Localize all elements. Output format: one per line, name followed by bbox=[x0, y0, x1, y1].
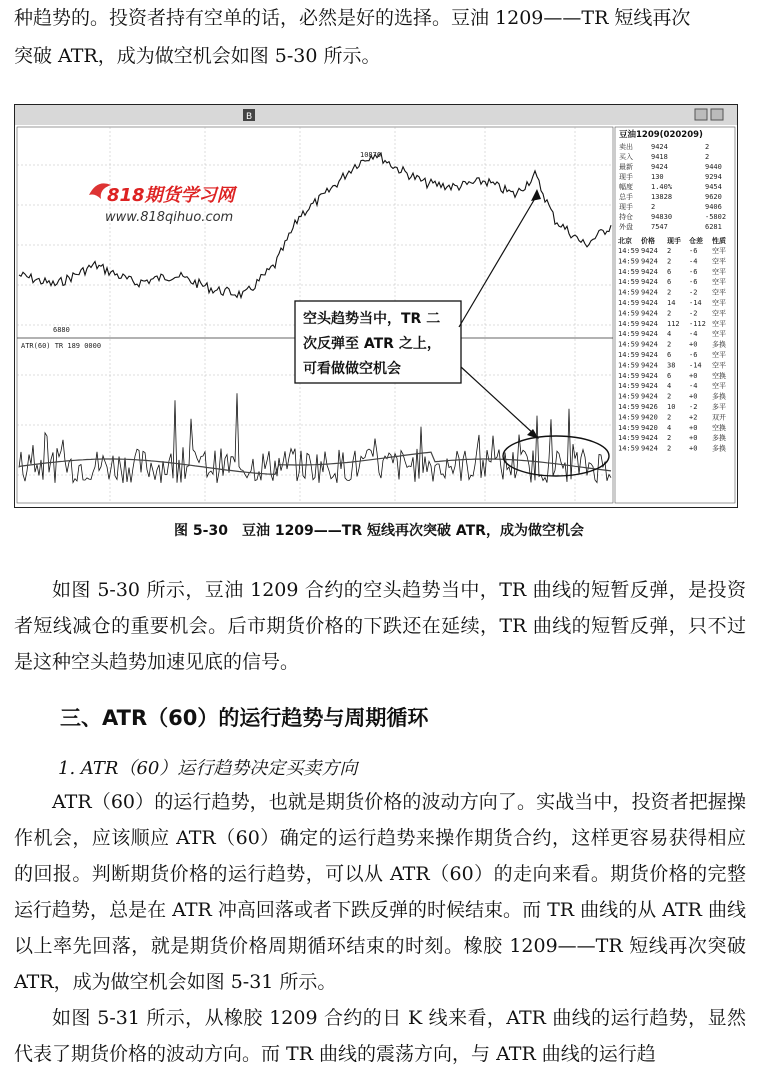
tick-row-cell: 14:59 bbox=[618, 371, 640, 380]
quote-row-cell: 9424 bbox=[651, 163, 668, 171]
tick-row-cell: -14 bbox=[689, 361, 702, 370]
tick-row-cell: -4 bbox=[689, 257, 698, 266]
tick-row-cell: 空平 bbox=[712, 319, 726, 328]
tick-row-cell: 空平 bbox=[712, 351, 726, 359]
main-peak-label: 10876 bbox=[360, 151, 382, 159]
quote-row-cell: 现手 bbox=[619, 173, 633, 181]
tick-row-cell: -2 bbox=[689, 403, 698, 411]
chart-figure bbox=[14, 104, 738, 508]
main-low-label: 6880 bbox=[53, 326, 70, 334]
tick-row-cell: -6 bbox=[689, 267, 698, 276]
top-text-line-2: 突破 ATR，成为做空机会如图 5-30 所示。 bbox=[14, 45, 381, 67]
tick-row-cell: -2 bbox=[689, 288, 698, 297]
tick-row-cell: 14:59 bbox=[618, 319, 640, 328]
tick-header-cell: 价格 bbox=[641, 237, 655, 245]
quote-row-cell: 9294 bbox=[705, 173, 722, 181]
tick-row-cell: 38 bbox=[667, 361, 676, 370]
tick-row-cell: 14:59 bbox=[618, 444, 640, 453]
quote-row-cell: 13828 bbox=[651, 193, 673, 201]
tick-row-cell: 14:59 bbox=[618, 361, 640, 370]
tick-row-cell: 空平 bbox=[712, 309, 726, 318]
tick-row-cell: +0 bbox=[689, 371, 698, 380]
tick-row-cell: 双开 bbox=[712, 413, 726, 422]
tick-row-cell: 空平 bbox=[712, 278, 726, 287]
indicator-label: ATR(60) TR 189 0000 bbox=[21, 342, 102, 350]
paragraph-2: ATR（60）的运行趋势，也就是期货价格的波动方向了。实战当中，投资者把握操作机会，应该顺应 ATR（60）确定的运行趋势来操作期货合约，这样更容易获得相应的回报。判断期货价格的运行趋势，可以从 ATR（60）的走向来看。期货价格的完整运行趋势，总是在 ATR 冲高回落或者下跌反弹的时候结束。而 TR 曲线的从 ATR 曲线以上率先回落，就是期货价格周期循环结束的时刻。橡胶 1209——TR 短线再次突破 ATR，成为做空机会如图 5-31 所示。 bbox=[14, 791, 746, 993]
tick-row-cell: 2 bbox=[667, 257, 672, 266]
figure-caption: 图 5-30 豆油 1209——TR 短线再次突破 ATR，成为做空机会 bbox=[174, 523, 584, 539]
tick-row-cell: 14:59 bbox=[618, 309, 640, 318]
quote-row-cell: 总手 bbox=[619, 193, 633, 201]
tick-row-cell: 9424 bbox=[641, 330, 658, 339]
tick-row-cell: -2 bbox=[689, 309, 698, 318]
tick-row-cell: 空换 bbox=[712, 371, 726, 380]
minimize-button[interactable] bbox=[695, 109, 707, 120]
quote-row-cell: 卖出 bbox=[619, 143, 633, 151]
watermark-brand: 818期货学习网 bbox=[107, 185, 235, 206]
tick-row-cell: 9424 bbox=[641, 351, 658, 359]
tick-row-cell: 14 bbox=[667, 299, 676, 307]
quote-row-cell: 外盘 bbox=[619, 223, 633, 231]
quote-row-cell: 9440 bbox=[705, 163, 722, 171]
tick-row-cell: +0 bbox=[689, 434, 698, 443]
tick-row-cell: 9424 bbox=[641, 319, 658, 328]
tick-row-cell: 14:59 bbox=[618, 278, 640, 287]
watermark bbox=[89, 183, 238, 225]
tick-row-cell: +0 bbox=[689, 423, 698, 432]
quote-row-cell: 130 bbox=[651, 173, 664, 181]
tick-row-cell: 多换 bbox=[712, 444, 726, 453]
tick-row-cell: 9424 bbox=[641, 267, 658, 276]
annotation-line-1: 空头趋势当中，TR 二 bbox=[303, 311, 441, 327]
tick-row-cell: 空平 bbox=[712, 299, 726, 307]
tick-row-cell: 112 bbox=[667, 319, 680, 328]
tick-row-cell: 14:59 bbox=[618, 423, 640, 432]
tick-row-cell: -112 bbox=[689, 319, 706, 328]
tick-row-cell: 9426 bbox=[641, 403, 658, 411]
tick-row-cell: 2 bbox=[667, 309, 672, 318]
tick-row-cell: 14:59 bbox=[618, 351, 640, 359]
quote-row-cell: 2 bbox=[705, 153, 710, 161]
tick-row-cell: 14:59 bbox=[618, 403, 640, 411]
quote-row-cell: 持仓 bbox=[619, 213, 633, 221]
tick-row-cell: 14:59 bbox=[618, 267, 640, 276]
tick-row-cell: 多平 bbox=[712, 403, 726, 411]
tick-row-cell: 多换 bbox=[712, 434, 726, 443]
tick-row-cell: 多换 bbox=[712, 340, 726, 349]
chart-svg bbox=[15, 105, 737, 507]
tick-row-cell: 9424 bbox=[641, 257, 658, 266]
tick-row-cell: 2 bbox=[667, 247, 672, 255]
quote-row-cell: 现手 bbox=[619, 203, 633, 211]
tick-row-cell: 14:59 bbox=[618, 330, 640, 339]
tick-row-cell: 14:59 bbox=[618, 434, 640, 443]
tick-row-cell: -14 bbox=[689, 299, 702, 307]
tick-row-cell: 2 bbox=[667, 392, 672, 401]
tick-row-cell: 9424 bbox=[641, 361, 658, 370]
tick-row-cell: 空平 bbox=[712, 361, 726, 370]
quote-row-cell: 买入 bbox=[619, 153, 633, 161]
tick-row-cell: +0 bbox=[689, 340, 698, 349]
tick-row-cell: 9424 bbox=[641, 340, 658, 349]
tick-row-cell: 6 bbox=[667, 351, 672, 359]
quote-row-cell: 9424 bbox=[651, 143, 668, 151]
quote-row-cell: 幅度 bbox=[619, 183, 633, 191]
quote-row-cell: 7547 bbox=[651, 223, 668, 231]
tick-row-cell: 2 bbox=[667, 413, 672, 422]
tick-row-cell: -6 bbox=[689, 278, 698, 287]
quote-row-cell: 2 bbox=[651, 203, 656, 211]
tick-row-cell: -4 bbox=[689, 382, 698, 391]
tick-row-cell: 空平 bbox=[712, 257, 726, 266]
tick-row-cell: 4 bbox=[667, 330, 672, 339]
tick-row-cell: +0 bbox=[689, 392, 698, 401]
tick-row-cell: 6 bbox=[667, 278, 672, 287]
tick-row-cell: 6 bbox=[667, 267, 672, 276]
tick-row-cell: 10 bbox=[667, 403, 676, 411]
tick-row-cell: 9420 bbox=[641, 413, 658, 422]
section-heading: 三、ATR（60）的运行趋势与周期循环 bbox=[60, 706, 429, 730]
paragraph-1: 如图 5-30 所示，豆油 1209 合约的空头趋势当中，TR 曲线的短暂反弹，是投资者短线减仓的重要机会。后市期货价格的下跌还在延续，TR 曲线的短暂反弹，只不过是这种空头趋势加速见底的信号。 bbox=[14, 579, 746, 673]
tick-row-cell: 14:59 bbox=[618, 392, 640, 401]
tick-row-cell: +0 bbox=[689, 444, 698, 453]
window-icon-label: B bbox=[246, 112, 253, 122]
tick-row-cell: 9420 bbox=[641, 423, 658, 432]
quote-row-cell: 最新 bbox=[619, 163, 633, 171]
tick-row-cell: 空平 bbox=[712, 247, 726, 255]
tick-row-cell: 空平 bbox=[712, 330, 726, 339]
tick-row-cell: 14:59 bbox=[618, 413, 640, 422]
tick-row-cell: 14:59 bbox=[618, 382, 640, 391]
tick-row-cell: 多换 bbox=[712, 392, 726, 401]
tick-row-cell: 2 bbox=[667, 288, 672, 297]
tick-header-cell: 北京 bbox=[618, 237, 632, 245]
tick-row-cell: 9424 bbox=[641, 444, 658, 453]
tick-row-cell: 空换 bbox=[712, 423, 726, 432]
window-titlebar bbox=[15, 105, 737, 125]
tick-row-cell: 9424 bbox=[641, 299, 658, 307]
quote-row-cell: 1.40% bbox=[651, 183, 673, 191]
tick-row-cell: 14:59 bbox=[618, 257, 640, 266]
tick-row-cell: 2 bbox=[667, 434, 672, 443]
tick-row-cell: 9424 bbox=[641, 247, 658, 255]
tick-row-cell: +2 bbox=[689, 413, 698, 422]
annotation-line-2: 次反弹至 ATR 之上， bbox=[303, 336, 441, 352]
tick-row-cell: 9424 bbox=[641, 382, 658, 391]
tick-row-cell: 9424 bbox=[641, 371, 658, 380]
tick-row-cell: 9424 bbox=[641, 434, 658, 443]
quote-panel-title: 豆油1209(020209) bbox=[619, 130, 703, 140]
tick-row-cell: 9424 bbox=[641, 392, 658, 401]
quote-row-cell: 9620 bbox=[705, 193, 722, 201]
tick-row-cell: 空平 bbox=[712, 288, 726, 297]
tick-row-cell: 9424 bbox=[641, 288, 658, 297]
tick-row-cell: -4 bbox=[689, 330, 698, 339]
tick-row-cell: 14:59 bbox=[618, 340, 640, 349]
tick-row-cell: 2 bbox=[667, 340, 672, 349]
tick-row-cell: 6 bbox=[667, 371, 672, 380]
close-button[interactable] bbox=[711, 109, 723, 120]
annotation-line-3: 可看做做空机会 bbox=[303, 361, 401, 377]
top-text-line-1: 种趋势的。投资者持有空单的话，必然是好的选择。豆油 1209——TR 短线再次 bbox=[14, 7, 691, 29]
tick-header-cell: 现手 bbox=[667, 237, 681, 245]
quote-row-cell: 9454 bbox=[705, 183, 722, 191]
tick-row-cell: 4 bbox=[667, 382, 672, 391]
quote-row-cell: 6281 bbox=[705, 223, 722, 231]
tick-row-cell: 14:59 bbox=[618, 288, 640, 297]
tick-row-cell: -6 bbox=[689, 247, 698, 255]
quote-row-cell: 9406 bbox=[705, 203, 722, 211]
watermark-url: www.818qihuo.com bbox=[105, 210, 234, 225]
quote-row-cell: 2 bbox=[705, 143, 710, 151]
quote-row-cell: -5802 bbox=[705, 213, 727, 221]
tick-row-cell: 9424 bbox=[641, 309, 658, 318]
tick-row-cell: 14:59 bbox=[618, 299, 640, 307]
tick-row-cell: 4 bbox=[667, 423, 672, 432]
tick-row-cell: -6 bbox=[689, 351, 698, 359]
paragraph-3: 如图 5-31 所示，从橡胶 1209 合约的日 K 线来看，ATR 曲线的运行趋势，显然代表了期货价格的波动方向。而 TR 曲线的震荡方向，与 ATR 曲线的运行趋 bbox=[14, 1007, 746, 1065]
tick-header-cell: 性质 bbox=[712, 237, 726, 245]
quote-row-cell: 94830 bbox=[651, 213, 673, 221]
tick-row-cell: 9424 bbox=[641, 278, 658, 287]
quote-row-cell: 9418 bbox=[651, 153, 668, 161]
tick-row-cell: 14:59 bbox=[618, 247, 640, 255]
tick-header-cell: 仓差 bbox=[689, 237, 703, 245]
subheading: 1. ATR（60）运行趋势决定买卖方向 bbox=[58, 758, 358, 779]
tick-row-cell: 空平 bbox=[712, 382, 726, 391]
tick-row-cell: 2 bbox=[667, 444, 672, 453]
tick-row-cell: 空平 bbox=[712, 267, 726, 276]
